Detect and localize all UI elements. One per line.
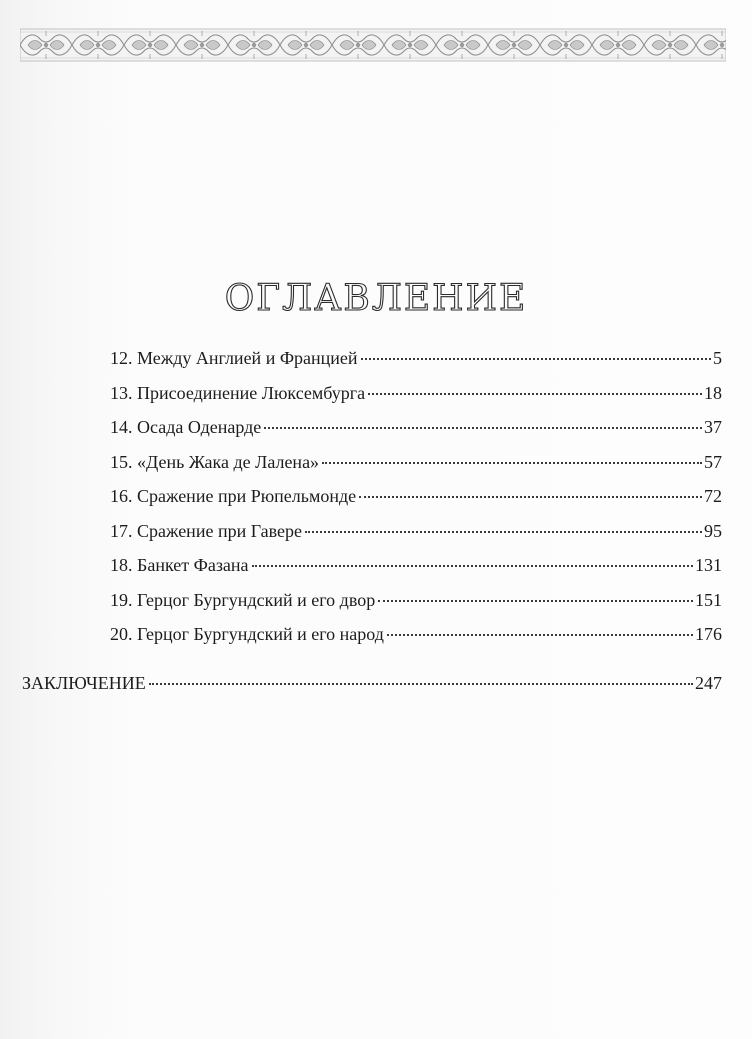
dot-leader: [387, 634, 693, 636]
decorative-border-icon: [20, 28, 726, 62]
toc-entry: [110, 520, 722, 542]
dot-leader: [361, 358, 711, 360]
toc-entry-page-number: 37: [704, 417, 722, 437]
toc-entry-title: 13. Присоединение Люксембурга: [110, 382, 366, 403]
toc-entry-page-number: 5: [713, 348, 722, 368]
toc-entry-page-number: 247: [695, 673, 722, 693]
toc-entry-title: 17. Сражение при Гавере: [110, 520, 303, 541]
toc-entry-page-number: 131: [695, 555, 722, 575]
toc-entry-page-number: 18: [704, 382, 722, 403]
toc-entry-title: 20. Герцог Бургундский и его народ: [110, 624, 384, 644]
dot-leader: [322, 462, 702, 464]
toc-entry: [110, 554, 722, 576]
toc-entry: [110, 347, 722, 369]
toc-entry: [110, 451, 722, 473]
dot-leader: [252, 565, 693, 567]
toc-entry: [110, 589, 722, 611]
toc-entry: [110, 416, 722, 438]
toc-entry-page-number: 151: [695, 589, 722, 610]
toc-entry-title: 15. «День Жака де Лалена»: [110, 451, 320, 472]
toc-entry-title: 19. Герцог Бургундский и его двор: [110, 589, 376, 610]
toc-entry-title: 18. Банкет Фазана: [110, 555, 249, 575]
toc-entry-title: 12. Между Англией и Францией: [110, 348, 358, 368]
dot-leader: [359, 496, 702, 498]
dot-leader: [378, 600, 693, 602]
toc-entry-title: 14. Осада Оденарде: [110, 417, 262, 437]
dot-leader: [368, 393, 702, 395]
toc-entry-page-number: 72: [704, 486, 722, 506]
dot-leader: [264, 427, 702, 429]
toc-entry-page-number: 57: [704, 451, 722, 472]
toc-entry-conclusion: [22, 672, 722, 694]
toc-entry-title: 16. Сражение при Рюпельмонде: [110, 486, 357, 506]
toc-entry-page-number: 95: [704, 520, 722, 541]
toc-entry-page-number: 176: [695, 624, 722, 644]
toc-entry: [110, 623, 722, 645]
toc-entry: [110, 485, 722, 507]
toc-entry: [110, 382, 722, 404]
toc-entry-title: ЗАКЛЮЧЕНИЕ: [22, 673, 146, 693]
page-title: ОГЛАВЛЕНИЕ: [224, 278, 528, 319]
dot-leader: [149, 683, 693, 685]
dot-leader: [305, 531, 702, 533]
